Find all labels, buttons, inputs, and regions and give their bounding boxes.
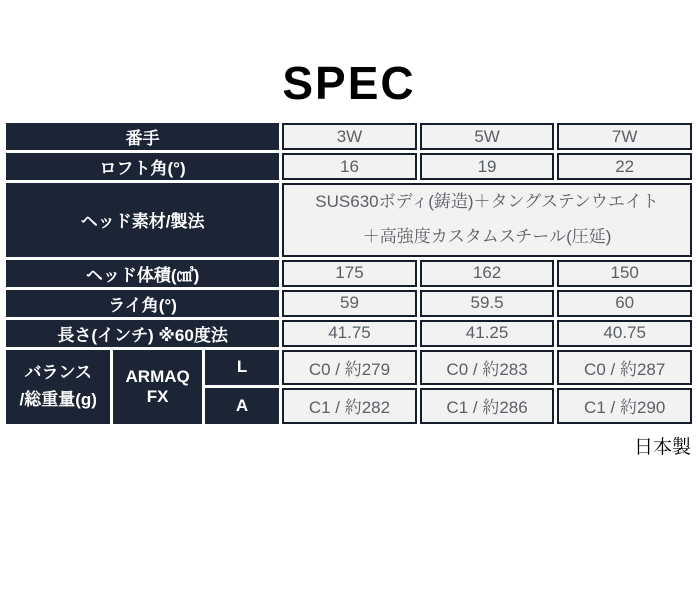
cell-balance-l-7w: C0 / 約287 (557, 350, 692, 385)
cell-balance-a-3w: C1 / 約282 (282, 388, 417, 424)
row-header-balance-weight (6, 350, 110, 424)
cell-head-material (282, 183, 692, 257)
material-line-2: ＋高強度カスタムスチール(圧延) (362, 226, 612, 246)
cell-volume-5w: 162 (420, 260, 555, 287)
flex-l-cell: L (205, 350, 279, 385)
material-line-1: SUS630ボディ(鋳造)＋タングステンウエイト (315, 192, 659, 211)
shaft-model-cell: ARMAQ FX (113, 350, 201, 424)
cell-balance-l-3w: C0 / 約279 (282, 350, 417, 385)
cell-loft-3w: 16 (282, 153, 417, 180)
row-header-head-volume: ヘッド体積(㎤) (6, 260, 279, 287)
cell-balance-a-7w: C1 / 約290 (557, 388, 692, 424)
made-in-japan-note: 日本製 (633, 436, 691, 458)
spec-sheet (0, 57, 698, 459)
row-balance-flex-l (6, 350, 692, 385)
row-club-number (6, 123, 692, 150)
cell-length-7w: 40.75 (557, 320, 692, 347)
balance-label-line-1: バランス (24, 363, 92, 383)
cell-club-7w: 7W (557, 123, 692, 150)
cell-loft-7w: 22 (557, 153, 692, 180)
row-lie-angle (6, 290, 692, 317)
row-loft-angle (6, 153, 692, 180)
row-head-volume (6, 260, 692, 287)
cell-volume-7w: 150 (557, 260, 692, 287)
cell-length-5w: 41.25 (420, 320, 555, 347)
cell-volume-3w: 175 (282, 260, 417, 287)
row-header-loft-angle: ロフト角(°) (6, 153, 279, 180)
row-club-length (6, 320, 692, 347)
spec-table (3, 120, 695, 427)
row-header-club-number: 番手 (6, 123, 279, 150)
balance-label-line-2: /総重量(g) (19, 389, 97, 409)
row-header-club-length: 長さ(インチ) ※60度法 (6, 320, 279, 347)
row-head-material (6, 183, 692, 257)
cell-loft-5w: 19 (420, 153, 555, 180)
cell-balance-a-5w: C1 / 約286 (420, 388, 555, 424)
cell-club-3w: 3W (282, 123, 417, 150)
row-header-head-material: ヘッド素材/製法 (6, 183, 279, 257)
cell-lie-7w: 60 (557, 290, 692, 317)
cell-club-5w: 5W (420, 123, 555, 150)
cell-lie-3w: 59 (282, 290, 417, 317)
row-header-lie-angle: ライ角(°) (6, 290, 279, 317)
cell-balance-l-5w: C0 / 約283 (420, 350, 555, 385)
flex-a-cell: A (205, 388, 279, 424)
cell-length-3w: 41.75 (282, 320, 417, 347)
page-title: SPEC (282, 57, 416, 109)
cell-lie-5w: 59.5 (420, 290, 555, 317)
